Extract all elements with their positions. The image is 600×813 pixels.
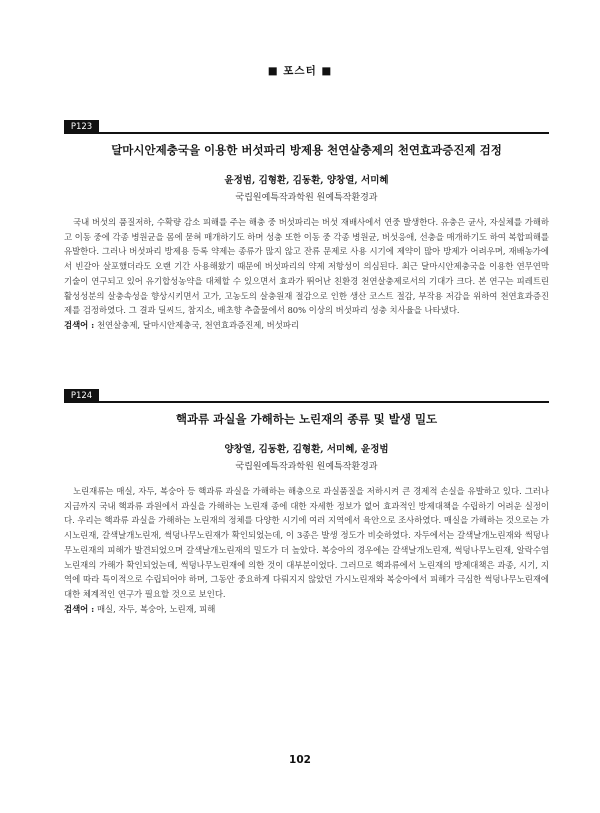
paper-affiliation: 국립원예특작과학원 원예특작환경과 bbox=[235, 193, 378, 203]
paper-title: 핵과류 과실을 가해하는 노린재의 종류 및 발생 밀도 bbox=[175, 412, 438, 426]
paper-keywords bbox=[64, 602, 549, 617]
paper-p123 bbox=[64, 120, 549, 333]
keywords-label: 검색어 : bbox=[64, 319, 95, 330]
paper-authors: 양창열, 김동환, 김형환, 서미혜, 윤정범 bbox=[224, 444, 389, 455]
paper-keywords bbox=[64, 318, 549, 333]
paper-code-bar bbox=[64, 389, 549, 403]
divider bbox=[99, 401, 549, 403]
paper-code-bar bbox=[64, 120, 549, 134]
paper-code-badge: P123 bbox=[64, 120, 99, 134]
paper-affiliation: 국립원예특작과학원 원예특작환경과 bbox=[235, 462, 378, 472]
paper-p124 bbox=[64, 389, 549, 617]
page-number: 102 bbox=[289, 754, 311, 766]
paper-abstract: 노린재류는 매실, 자두, 복숭아 등 핵과류 과실을 가해하는 해충으로 과실품질을 저하시켜 큰 경제적 손실을 유발하고 있다. 그러나 지금까지 국내 핵과류 과원에서 과실을 가해하는 노린재 종에 대한 자세한 정보가 없어 효과적인 방제대책을 수립하기 어려운 실정이다. 우리는 핵과류 과실을 가해하는 노린재의 정체를 다양한 시기에 여러 지역에서 육안으로 조사하였다. 매실을 가해하는 것으로는 가시노린재, 갈색날개노린재, 썩덩나무노린재가 확인되었는데, 이 3종은 발생 정도가 비슷하였다. 자두에서는 갈색날개노린재와 썩덩나무노린재의 피해가 발견되었으며 갈색날개노린재의 밀도가 더 높았다. 복숭아의 경우에는 갈색날개노린재, 썩덩나무노린재, 알락수염노린재의 가해가 확인되었는데, 썩덩나무노린재에 의한 것이 대부분이었다. 그러므로 핵과류에서 노린재의 방제대책은 과종, 시기, 지역에 따라 특이적으로 수립되어야 하며, 그동안 중요하게 다뤄지지 않았던 가시노린재와 복숭아에서 피해가 극심한 썩덩나무노린재에 대한 체계적인 연구가 필요할 것으로 보인다. bbox=[64, 486, 549, 599]
keywords-label: 검색어 : bbox=[64, 603, 95, 614]
keywords-value: 천연살충제, 달마시안제충국, 천연효과증진제, 버섯파리 bbox=[96, 319, 300, 330]
paper-title: 달마시안제충국을 이용한 버섯파리 방제용 천연살충제의 천연효과증진제 검정 bbox=[111, 143, 502, 157]
section-header: ■ 포스터 ■ bbox=[267, 65, 333, 77]
paper-authors: 윤정범, 김형환, 김동환, 양창열, 서미혜 bbox=[224, 175, 389, 186]
divider bbox=[99, 132, 549, 134]
paper-code-badge: P124 bbox=[64, 389, 99, 403]
paper-abstract: 국내 버섯의 품질저하, 수확량 감소 피해를 주는 해충 중 버섯파리는 버섯 재배사에서 연중 발생한다. 유충은 균사, 자실체를 가해하고 이동 중에 각종 병원균을 몸에 묻혀 매개하기도 하며 성충 또한 이동 중 각종 병원균, 버섯응애, 선충을 매개하기도 하여 복합피해를 유발한다. 그러나 버섯파리 방제용 등록 약제는 종류가 많지 않고 잔류 문제로 사용 시기에 제약이 많아 방제가 어려우며, 재배농가에서 빈갈아 살포했더라도 오랜 기간 사용해왔기 때문에 버섯파리의 약제 저항성이 의심된다. 최근 달마시안제충국을 이용한 연무연막 기술이 연구되고 있어 유기합성농약을 대체할 수 있으면서 효과가 뛰어난 친환경 천연살충제로서의 기대가 크다. 본 연구는 피레트린 활성성분의 살충속성을 향상시키면서 고가, 고농도의 살충원재 절감으로 인한 생산 코스트 절감, 부작용 저감을 위하여 천연효과증진제를 검정하였다. 그 결과 딜씨드, 참지소, 배초향 추출물에서 80% 이상의 버섯파리 성충 치사율을 나타냈다. bbox=[64, 217, 549, 316]
keywords-value: 매실, 자두, 복숭아, 노린재, 피해 bbox=[96, 603, 216, 614]
